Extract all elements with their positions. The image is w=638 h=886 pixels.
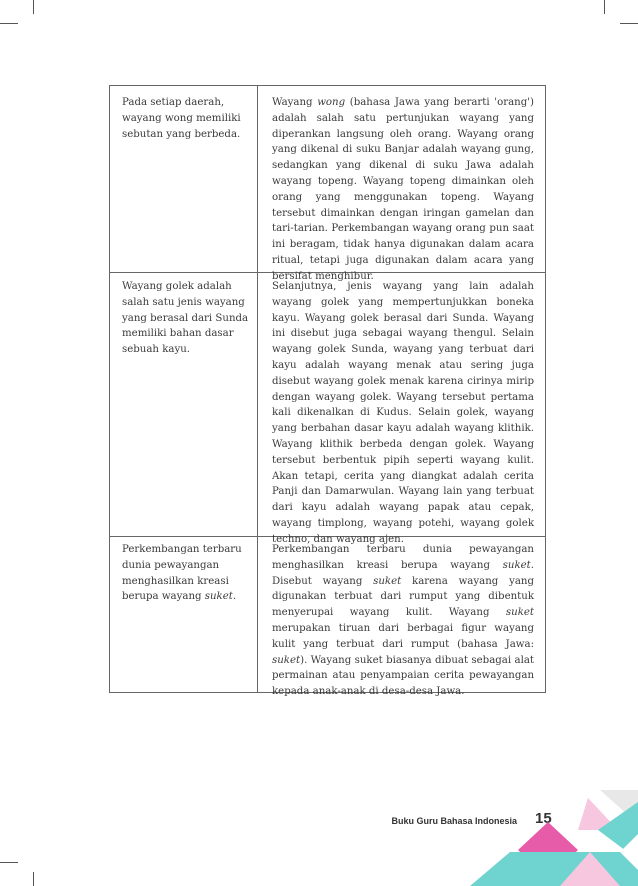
book-title: Buku Guru Bahasa Indonesia xyxy=(391,816,517,826)
crop-mark xyxy=(604,0,605,14)
column-divider xyxy=(257,86,258,692)
summary-cell-2: Wayang golek adalah salah satu jenis wayang yang berasal dari Sunda memiliki bahan dasar sebuah kayu. xyxy=(122,281,249,356)
summary-cell-3: Perkembangan terbaru dunia pewayangan menghasilkan kreasi berupa wayang suket. xyxy=(122,544,242,603)
decorative-tangram xyxy=(470,790,638,886)
detail-cell-3: Perkembangan terbaru dunia pewayangan menghasilkan kreasi berupa wayang suket. Disebut wayang suket karena wayang yang digunakan terbuat dari rumput yang dibentuk menyerupai wayang kulit. Wayang suket merupakan tiruan dari berbagai figur wayang kulit yang terbuat dari rumput (bahasa Jawa: suket). Wayang suket biasanya dibuat sebagai alat permainan atau penyampaian cerita pewayangan kepada anak-anak di desa-desa Jawa. xyxy=(272,544,534,698)
crop-mark xyxy=(33,872,34,886)
content-table xyxy=(109,85,546,698)
crop-mark xyxy=(620,23,638,24)
detail-cell-1: Wayang wong (bahasa Jawa yang berarti 'orang') adalah salah satu pertunjukan wayang yang diperankan langsung oleh orang. Wayang orang yang dikenal di suku Banjar adalah wayang gung, sedangkan yang dikenal di suku Jawa adalah wayang topeng. Wayang topeng dimainkan oleh orang yang menggunakan topeng. Wayang tersebut dimainkan dengan iringan gamelan dan tari-tarian. Perkembangan wayang orang pun saat ini beragam, tidak hanya digunakan dalam acara ritual, tetapi juga digunakan dalam acara yang bersifat menghibur. xyxy=(272,97,534,282)
crop-mark xyxy=(0,862,18,863)
summary-cell-1: Pada setiap daerah, wayang wong memiliki sebutan yang berbeda. xyxy=(122,97,241,140)
crop-mark xyxy=(33,0,34,14)
crop-mark xyxy=(0,23,18,24)
detail-cell-2: Selanjutnya, jenis wayang yang lain adalah wayang golek yang mempertunjukkan boneka kayu. Wayang golek berasal dari Sunda. Wayang ini disebut juga sebagai wayang thengul. Selain wayang golek Sunda, wayang yang terbuat dari kayu adalah wayang menak atau sering juga disebut wayang golek menak karena cirinya mirip dengan wayang golek. Wayang tersebut pertama kali dikenalkan di Kudus. Selain golek, wayang yang berbahan dasar kayu adalah wayang klithik. Wayang klithik berbeda dengan golek. Wayang tersebut berbentuk pipih seperti wayang kulit. Akan tetapi, cerita yang diangkat adalah cerita Panji dan Damarwulan. Wayang lain yang terbuat dari kayu adalah wayang papak atau cepak, wayang timplong, wayang potehi, wayang golek techno, dan wayang ajen. xyxy=(272,281,534,545)
page-number: 15 xyxy=(535,810,552,827)
